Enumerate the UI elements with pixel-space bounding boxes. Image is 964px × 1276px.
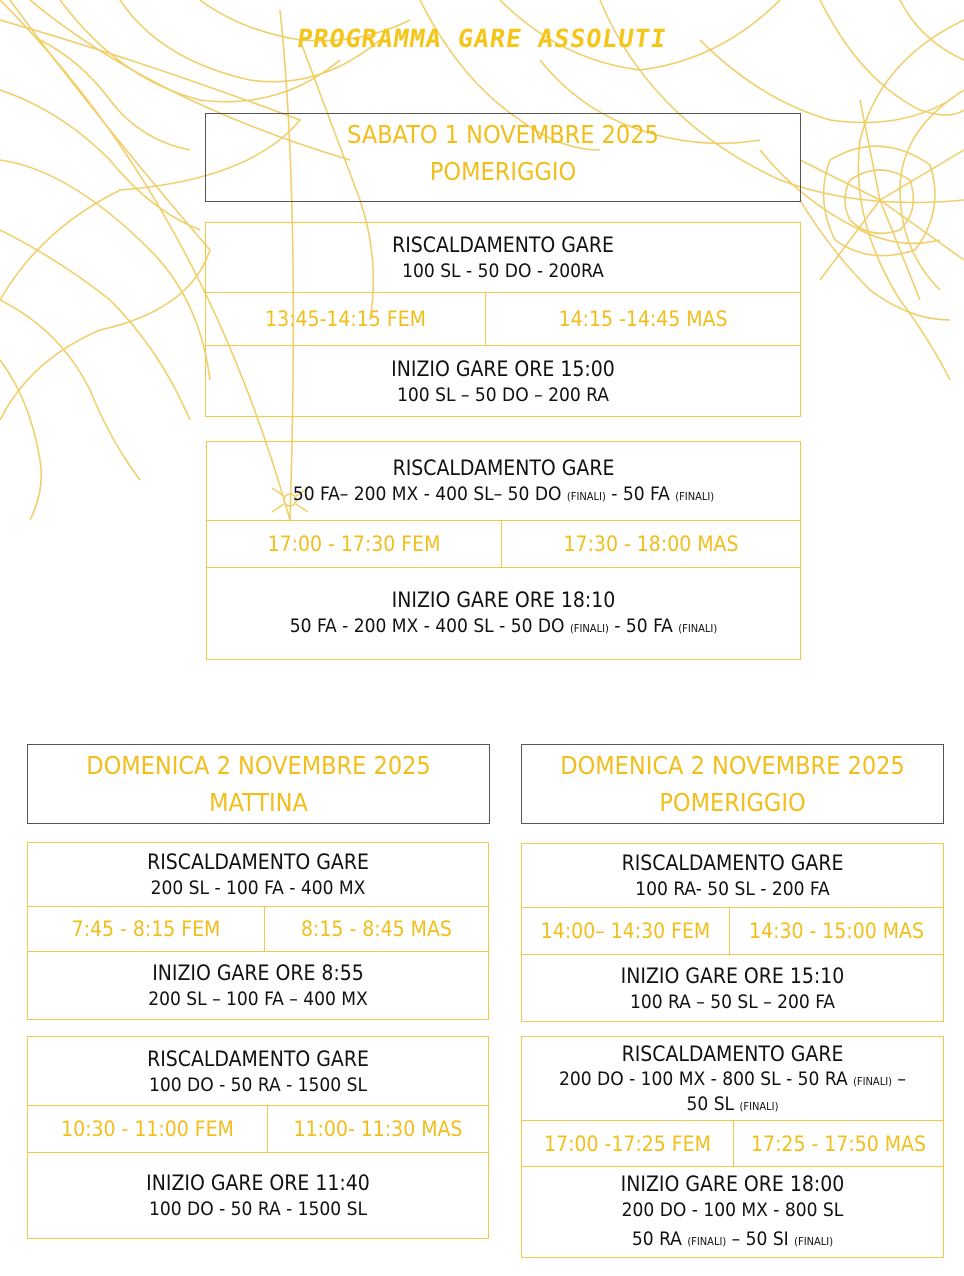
start-events: 100 SL – 50 DO – 200 RA <box>397 383 609 406</box>
start-section <box>522 955 943 1021</box>
warmup-title: RISCALDAMENTO GARE <box>392 455 615 480</box>
start-section <box>206 346 800 416</box>
sunday-afternoon-period: POMERIGGIO <box>659 788 806 817</box>
warmup-section <box>522 1037 943 1121</box>
start-title: INIZIO GARE ORE 11:40 <box>146 1171 370 1195</box>
time-fem: 17:00 -17:25 FEM <box>522 1121 734 1166</box>
sunday-morning-date-box <box>27 744 490 824</box>
saturday-period: POMERIGGIO <box>429 157 577 186</box>
warmup-events <box>293 482 714 509</box>
sunday-afternoon-date: DOMENICA 2 NOVEMBRE 2025 <box>560 751 905 780</box>
warmup-section <box>28 843 488 907</box>
start-title: INIZIO GARE ORE 15:10 <box>620 963 845 988</box>
start-title: INIZIO GARE ORE 18:00 <box>620 1172 845 1196</box>
sunday-afternoon-date-box <box>521 744 944 824</box>
page-title: PROGRAMMA GARE ASSOLUTI <box>295 24 669 53</box>
finali-note: (FINALI) <box>566 489 606 503</box>
warmup-times <box>522 908 943 955</box>
sunday-morning-session-1 <box>27 842 489 1020</box>
time-mas: 17:30 - 18:00 MAS <box>563 532 739 556</box>
start-events <box>290 614 717 641</box>
time-mas: 17:25 - 17:50 MAS <box>751 1131 926 1156</box>
sunday-morning-session-2 <box>27 1036 489 1239</box>
time-mas: 14:30 - 15:00 MAS <box>749 919 924 943</box>
saturday-session-2 <box>206 441 801 660</box>
time-mas: 11:00- 11:30 MAS <box>293 1117 463 1141</box>
time-mas: 14:15 -14:45 MAS <box>558 307 728 331</box>
start-title: INIZIO GARE ORE 8:55 <box>152 961 364 985</box>
warmup-section <box>206 223 800 293</box>
warmup-events: 100 RA- 50 SL - 200 FA <box>635 878 830 900</box>
saturday-date: SABATO 1 NOVEMBRE 2025 <box>347 120 659 149</box>
saturday-session-1 <box>205 222 801 417</box>
warmup-section <box>207 442 800 521</box>
start-section <box>522 1167 943 1257</box>
start-events: 100 RA – 50 SL – 200 FA <box>629 990 835 1013</box>
events-text: 50 RA <box>631 1228 688 1250</box>
finali-note: (FINALI) <box>739 1099 779 1113</box>
finali-note: (FINALI) <box>687 1235 727 1248</box>
finali-note: (FINALI) <box>675 489 715 503</box>
warmup-times <box>28 907 488 952</box>
warmup-section <box>522 844 943 908</box>
warmup-events <box>559 1068 906 1118</box>
warmup-title: RISCALDAMENTO GARE <box>621 851 844 875</box>
warmup-events: 100 SL - 50 DO - 200RA <box>402 260 604 282</box>
warmup-times <box>206 293 800 346</box>
finali-note: (FINALI) <box>678 622 718 635</box>
saturday-date-box <box>205 113 801 202</box>
warmup-times <box>207 521 800 568</box>
events-text: – 50 SI <box>726 1228 795 1250</box>
events-text: 50 SL <box>686 1092 740 1115</box>
sunday-morning-date: DOMENICA 2 NOVEMBRE 2025 <box>86 751 431 780</box>
time-fem: 7:45 - 8:15 FEM <box>28 907 265 951</box>
start-events: 100 DO - 50 RA - 1500 SL <box>149 1198 367 1220</box>
sunday-afternoon-session-2 <box>521 1036 944 1258</box>
time-fem: 14:00– 14:30 FEM <box>522 908 730 954</box>
events-text: – <box>892 1067 906 1090</box>
warmup-title: RISCALDAMENTO GARE <box>392 233 614 257</box>
sunday-morning-period: MATTINA <box>209 788 308 817</box>
time-fem: 17:00 - 17:30 FEM <box>207 521 502 567</box>
start-section <box>28 1153 488 1238</box>
events-text: - 50 FA <box>605 482 676 505</box>
time-fem: 13:45-14:15 FEM <box>206 293 486 345</box>
warmup-times <box>28 1106 488 1153</box>
events-text: 50 FA - 200 MX - 400 SL - 50 DO <box>289 615 570 637</box>
start-title: INIZIO GARE ORE 15:00 <box>391 356 615 381</box>
time-mas: 8:15 - 8:45 MAS <box>301 917 452 941</box>
sunday-afternoon-session-1 <box>521 843 944 1022</box>
finali-note: (FINALI) <box>569 622 609 635</box>
warmup-events: 200 SL - 100 FA - 400 MX <box>150 877 366 899</box>
finali-note: (FINALI) <box>853 1074 892 1088</box>
warmup-section <box>28 1037 488 1106</box>
events-text: 50 FA– 200 MX - 400 SL– 50 DO <box>292 482 567 505</box>
start-events: 200 DO - 100 MX - 800 SL <box>621 1199 844 1221</box>
start-section <box>207 568 800 659</box>
start-title: INIZIO GARE ORE 18:10 <box>391 588 616 612</box>
time-fem: 10:30 - 11:00 FEM <box>28 1106 268 1152</box>
warmup-events: 100 DO - 50 RA - 1500 SL <box>149 1073 367 1096</box>
events-text: - 50 FA <box>608 615 679 637</box>
warmup-title: RISCALDAMENTO GARE <box>621 1041 844 1066</box>
finali-note: (FINALI) <box>794 1235 834 1248</box>
warmup-title: RISCALDAMENTO GARE <box>147 850 369 874</box>
start-events-finals <box>632 1227 833 1254</box>
start-events: 200 SL – 100 FA – 400 MX <box>148 988 368 1010</box>
warmup-times <box>522 1121 943 1167</box>
warmup-title: RISCALDAMENTO GARE <box>147 1046 369 1071</box>
start-section <box>28 952 488 1019</box>
events-text: 200 DO - 100 MX - 800 SL - 50 RA <box>559 1067 854 1090</box>
